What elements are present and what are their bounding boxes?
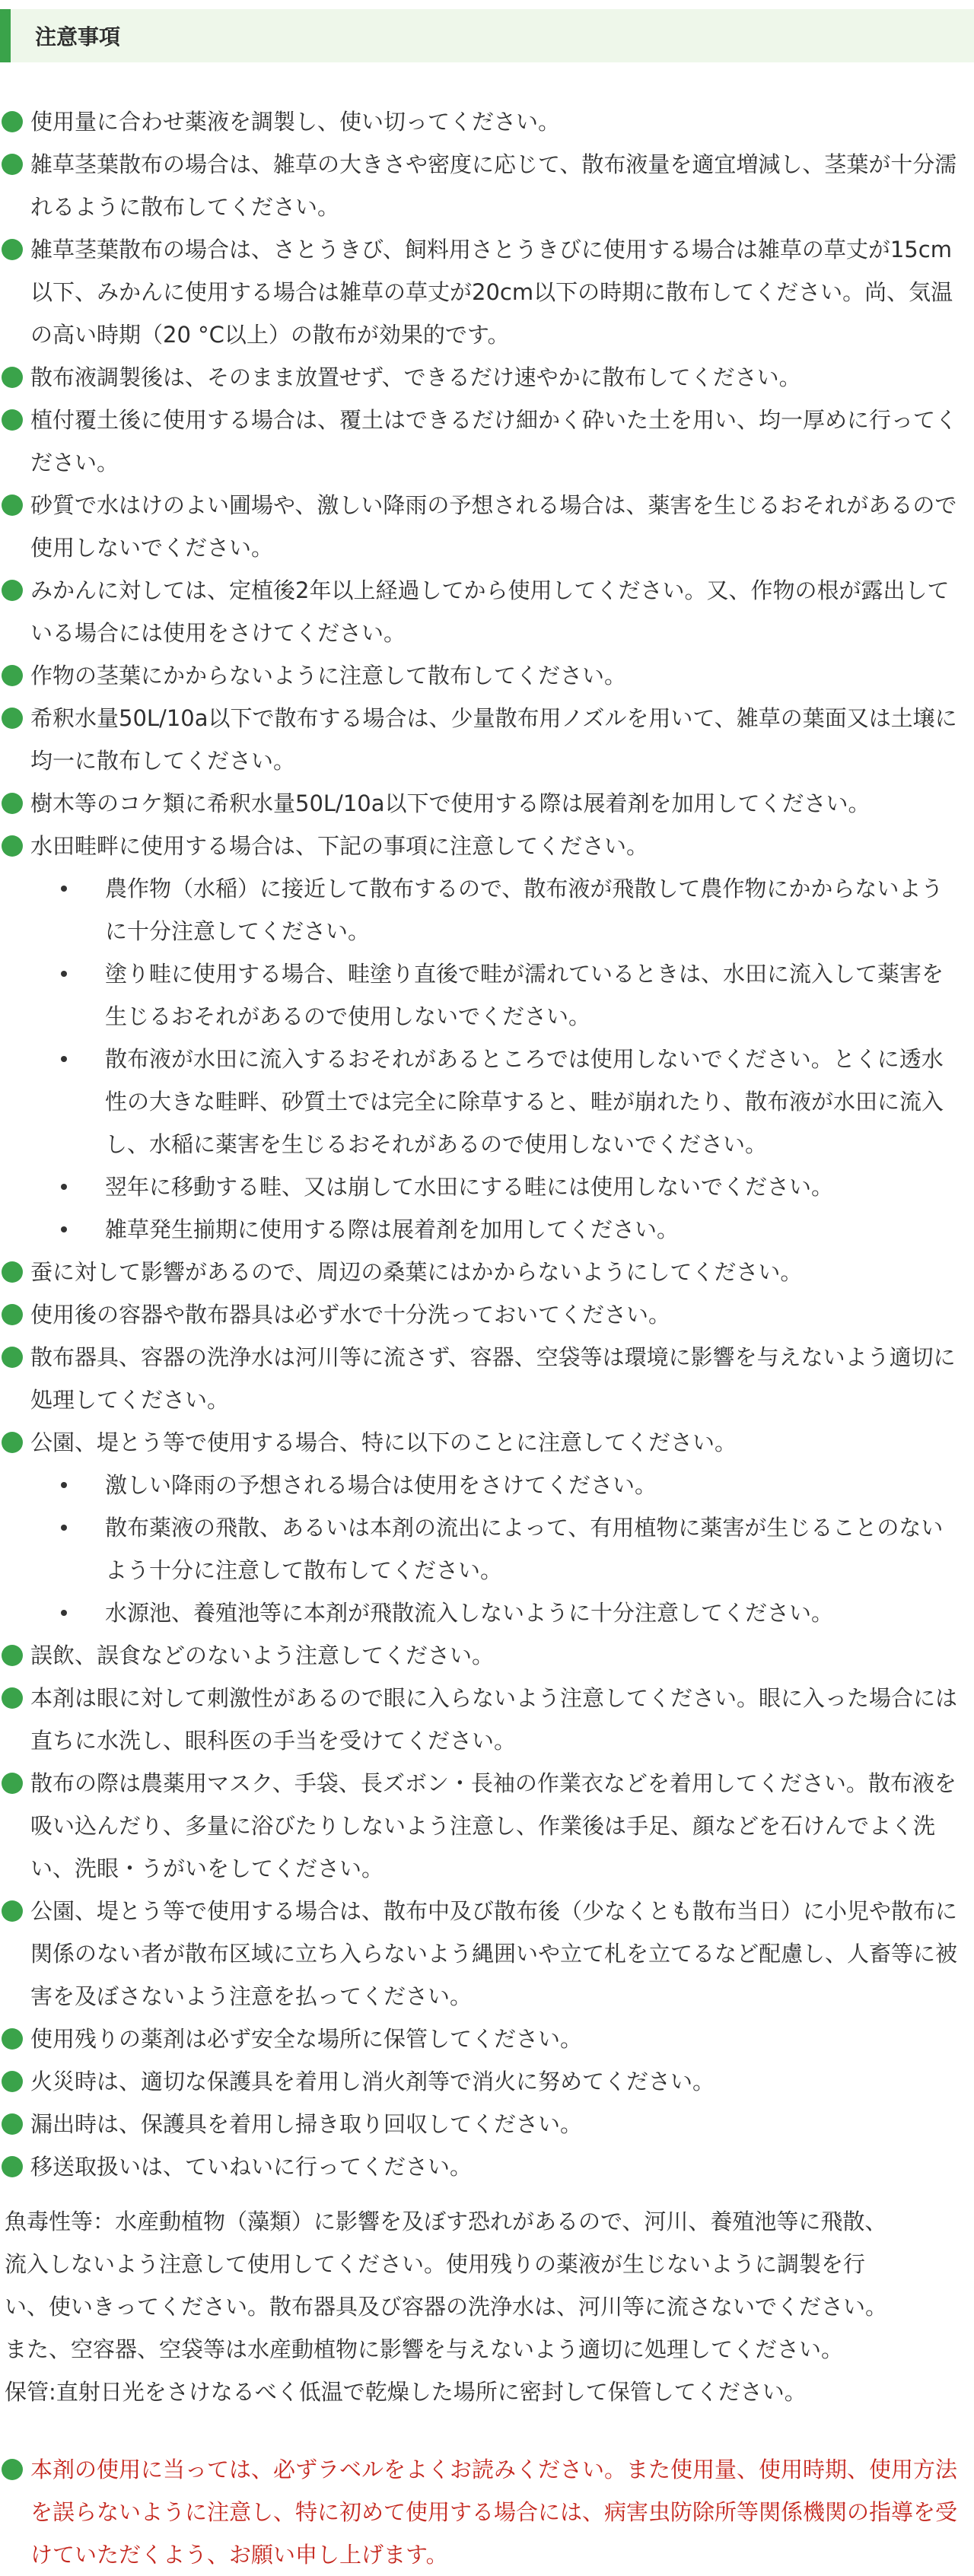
green-bullet-icon	[2, 111, 23, 132]
green-bullet-icon	[2, 1773, 23, 1794]
green-bullet-icon	[2, 835, 23, 857]
green-bullet-icon	[2, 665, 23, 686]
label-notice	[0, 2448, 974, 2576]
list-item	[0, 1890, 974, 2018]
list-item-text: 火災時は、適切な保護具を着用し消火剤等で消火に努めてください。	[30, 2069, 715, 2094]
notice-text: 本剤の使用に当っては、必ずラベルをよくお読みください。また使用量、使用時期、使用方法を誤らないように注意し、特に初めて使用する場合には、病害虫防除所等関係機関の指導を受けていただくよう、お願い申し上げます。	[30, 2457, 958, 2568]
list-item-text: 散布液が水田に流入するおそれがあるところでは使用しないでください。とくに透水性の大きな畦畔、砂質土では完全に除草すると、畦が崩れたり、散布液が水田に流入し、水稲に薬害を生じるおそれがあるので使用しないでください。	[105, 1046, 944, 1157]
green-bullet-icon	[2, 1687, 23, 1709]
list-item-text: 蚕に対して影響があるので、周辺の桑葉にはかからないようにしてください。	[30, 1259, 803, 1285]
sub-list-item	[0, 952, 974, 1038]
sub-list-item	[0, 867, 974, 952]
green-bullet-icon	[2, 367, 23, 388]
green-bullet-icon	[2, 409, 23, 431]
paragraph-line: い、使いきってください。散布器具及び容器の洗浄水は、河川等に流さないでください。	[5, 2294, 888, 2320]
list-item	[0, 1421, 974, 1464]
bullet-dot-icon	[61, 1525, 67, 1531]
green-bullet-icon	[2, 708, 23, 729]
precautions-list	[0, 100, 974, 2188]
green-bullet-icon	[2, 2071, 23, 2092]
list-item-text: 作物の茎葉にかからないように注意して散布してください。	[30, 663, 627, 689]
list-item-text: 樹木等のコケ類に希釈水量50L/10a以下で使用する際は展着剤を加用してください。	[30, 790, 871, 816]
list-item	[0, 1251, 974, 1293]
list-item	[0, 1634, 974, 1677]
bullet-dot-icon	[61, 1610, 67, 1616]
paragraph-line: 保管:直射日光をさけなるべく低温で乾燥した場所に密封して保管してください。	[5, 2379, 807, 2405]
list-item	[0, 654, 974, 697]
paragraph-line: 魚毒性等：水産動植物（藻類）に影響を及ぼす恐れがあるので、河川、養殖池等に飛散、	[5, 2209, 887, 2234]
green-bullet-icon	[2, 580, 23, 601]
list-item-text: 散布薬液の飛散、あるいは本剤の流出によって、有用植物に薬害が生じることのないよう十分に注意して散布してください。	[105, 1515, 944, 1583]
list-item-text: 激しい降雨の予想される場合は使用をさけてください。	[105, 1472, 657, 1498]
green-bullet-icon	[2, 495, 23, 516]
section-header	[0, 9, 974, 62]
list-item	[0, 1293, 974, 1336]
list-item-text: 散布器具、容器の洗浄水は河川等に流さず、容器、空袋等は環境に影響を与えないよう適切に処理してください。	[30, 1344, 956, 1413]
list-item	[0, 100, 974, 143]
list-item-text: 砂質で水はけのよい圃場や、激しい降雨の予想される場合は、薬害を生じるおそれがあるので使用しないでください。	[30, 492, 957, 561]
green-bullet-icon	[2, 2459, 23, 2480]
list-item-text: 雑草茎葉散布の場合は、雑草の大きさや密度に応じて、散布液量を適宜増減し、茎葉が十分濡れるように散布してください。	[30, 151, 957, 220]
list-item-text: 雑草発生揃期に使用する際は展着剤を加用してください。	[105, 1216, 680, 1242]
list-item	[0, 143, 974, 228]
list-item-text: 漏出時は、保護具を着用し掃き取り回収してください。	[30, 2111, 583, 2137]
list-item	[0, 1677, 974, 1762]
list-item-text: 使用量に合わせ薬液を調製し、使い切ってください。	[30, 109, 561, 135]
sub-list-item	[0, 1592, 974, 1634]
green-bullet-icon	[2, 793, 23, 814]
list-item-text: 移送取扱いは、ていねいに行ってください。	[30, 2154, 473, 2180]
list-item-text: 公園、堤とう等で使用する場合、特に以下のことに注意してください。	[30, 1430, 737, 1455]
bullet-dot-icon	[61, 971, 67, 977]
list-item-text: みかんに対しては、定植後2年以上経過してから使用してください。又、作物の根が露出している場合には使用をさけてください。	[30, 577, 950, 646]
list-item-text: 雑草茎葉散布の場合は、さとうきび、飼料用さとうきびに使用する場合は雑草の草丈が15cm以下、みかんに使用する場合は雑草の草丈が20cm以下の時期に散布してください。尚、気温の高い時期（20 °C以上）の散布が効果的です。	[30, 237, 953, 348]
sub-list-item	[0, 1038, 974, 1166]
green-bullet-icon	[2, 2113, 23, 2135]
list-item	[0, 356, 974, 399]
list-item	[0, 2145, 974, 2188]
green-bullet-icon	[2, 1304, 23, 1325]
list-item-text: 使用後の容器や散布器具は必ず水で十分洗っておいてください。	[30, 1302, 671, 1328]
list-item	[0, 1762, 974, 1890]
list-item-text: 使用残りの薬剤は必ず安全な場所に保管してください。	[30, 2026, 583, 2052]
green-bullet-icon	[2, 154, 23, 175]
list-item-text: 希釈水量50L/10a以下で散布する場合は、少量散布用ノズルを用いて、雑草の葉面又は土壌に均一に散布してください。	[30, 705, 957, 774]
list-item	[0, 782, 974, 825]
paragraph-line: また、空容器、空袋等は水産動植物に影響を与えないよう適切に処理してください。	[5, 2336, 844, 2362]
sub-list-item	[0, 1208, 974, 1251]
sub-list-item	[0, 1464, 974, 1506]
list-item-text: 翌年に移動する畦、又は崩して水田にする畦には使用しないでください。	[105, 1174, 834, 1200]
list-item	[0, 1336, 974, 1421]
list-item-text: 散布の際は農薬用マスク、手袋、長ズボン・長袖の作業衣などを着用してください。散布液を吸い込んだり、多量に浴びたりしないよう注意し、作業後は手足、顔などを石けんでよく洗い、洗眼・うがいをしてください。	[30, 1770, 956, 1881]
bullet-dot-icon	[61, 1482, 67, 1488]
list-item	[0, 2103, 974, 2145]
sub-list-item	[0, 1506, 974, 1592]
list-item	[0, 2018, 974, 2060]
green-bullet-icon	[2, 2156, 23, 2177]
list-item-text: 水田畦畔に使用する場合は、下記の事項に注意してください。	[30, 833, 649, 859]
sub-list-item	[0, 1166, 974, 1208]
green-bullet-icon	[2, 239, 23, 260]
section-title: 注意事項	[35, 24, 121, 49]
list-item	[0, 825, 974, 867]
notice-item	[0, 2448, 974, 2576]
green-bullet-icon	[2, 1347, 23, 1368]
bullet-dot-icon	[61, 1184, 67, 1190]
green-bullet-icon	[2, 1261, 23, 1283]
list-item-text: 本剤は眼に対して刺激性があるので眼に入らないよう注意してください。眼に入った場合には直ちに水洗し、眼科医の手当を受けてください。	[30, 1685, 958, 1754]
list-item	[0, 484, 974, 569]
paragraph-line: 流入しないよう注意して使用してください。使用残りの薬液が生じないように調製を行	[5, 2251, 866, 2277]
list-item-text: 農作物（水稲）に接近して散布するので、散布液が飛散して農作物にかからないように十分注意してください。	[105, 876, 944, 944]
notes-paragraph	[5, 2200, 963, 2413]
list-item	[0, 399, 974, 484]
bullet-dot-icon	[61, 1226, 67, 1232]
green-bullet-icon	[2, 1432, 23, 1453]
list-item-text: 塗り畦に使用する場合、畦塗り直後で畦が濡れているときは、水田に流入して薬害を生じるおそれがあるので使用しないでください。	[105, 961, 944, 1029]
list-item	[0, 569, 974, 654]
list-item	[0, 228, 974, 356]
list-item-text: 植付覆土後に使用する場合は、覆土はできるだけ細かく砕いた土を用い、均一厚めに行ってください。	[30, 407, 958, 475]
bullet-dot-icon	[61, 886, 67, 892]
bullet-dot-icon	[61, 1056, 67, 1062]
list-item-text: 散布液調製後は、そのまま放置せず、できるだけ速やかに散布してください。	[30, 364, 801, 390]
green-bullet-icon	[2, 1900, 23, 1922]
list-item	[0, 697, 974, 782]
list-item-text: 公園、堤とう等で使用する場合は、散布中及び散布後（少なくとも散布当日）に小児や散布に関係のない者が散布区域に立ち入らないよう縄囲いや立て札を立てるなど配慮し、人畜等に被害を及ぼさないよう注意を払ってください。	[30, 1898, 958, 2009]
list-item-text: 水源池、養殖池等に本剤が飛散流入しないように十分注意してください。	[105, 1600, 834, 1626]
list-item-text: 誤飲、誤食などのないよう注意してください。	[30, 1643, 495, 1668]
green-bullet-icon	[2, 1645, 23, 1666]
green-bullet-icon	[2, 2028, 23, 2050]
list-item	[0, 2060, 974, 2103]
